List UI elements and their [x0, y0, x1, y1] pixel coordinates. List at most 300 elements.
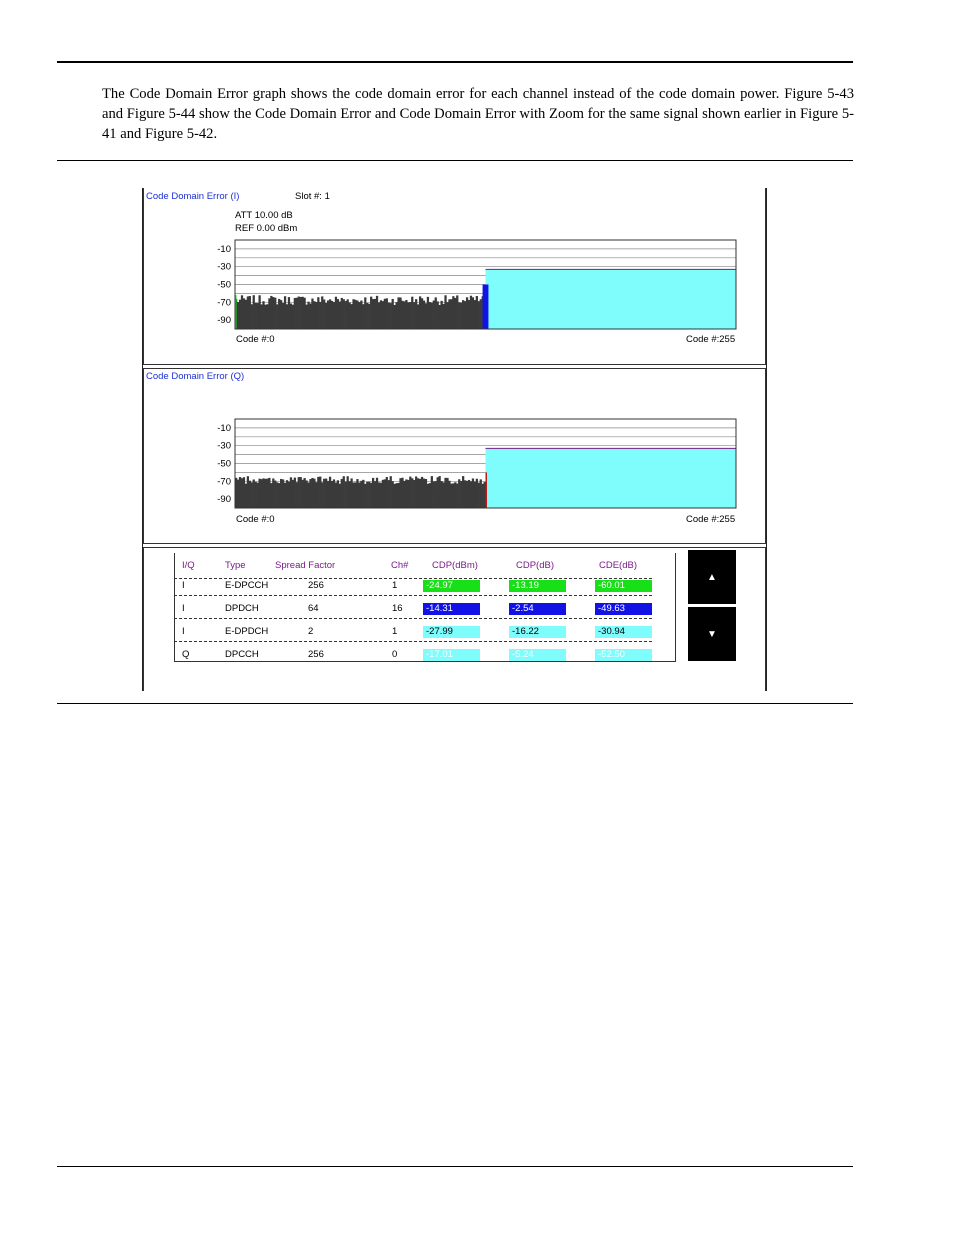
code-bar: [362, 304, 364, 329]
code-bar: [331, 301, 333, 329]
code-bar: [460, 303, 462, 329]
code-end-label-i: Code #:255: [686, 334, 736, 345]
y-tick-label: -30: [217, 440, 231, 452]
cell-iq: I: [182, 603, 185, 614]
y-tick-label: -30: [217, 261, 231, 273]
code-bar: [278, 299, 280, 329]
col-header-cde-db: CDE(dB): [599, 560, 638, 571]
code-bar: [237, 302, 239, 329]
code-bar: [433, 482, 435, 508]
cell-cde-db: -49.63: [595, 603, 652, 615]
code-bar: [401, 301, 403, 329]
figure-bottom-rule: [57, 703, 853, 704]
code-bar: [421, 477, 423, 508]
code-bar: [286, 480, 288, 508]
code-bar: [468, 480, 470, 508]
code-bar: [329, 477, 331, 508]
code-bar: [243, 477, 245, 508]
code-bar: [382, 480, 384, 508]
cell-type: DPDCH: [225, 603, 259, 614]
code-bar: [394, 484, 396, 508]
code-bar: [349, 303, 351, 329]
cell-spread-factor: 256: [308, 580, 324, 591]
code-bar: [433, 301, 435, 329]
code-bar: [358, 483, 360, 508]
cell-cde-db: -30.94: [595, 626, 652, 638]
y-tick-label: -50: [217, 458, 231, 470]
code-bar: [452, 296, 454, 329]
code-bar: [429, 483, 431, 508]
code-bar: [309, 303, 311, 329]
code-bar: [386, 298, 388, 329]
code-bar: [444, 478, 446, 508]
code-bar: [350, 304, 352, 329]
code-bar: [407, 480, 409, 508]
y-tick-label: -70: [217, 476, 231, 488]
code-bar: [262, 478, 264, 508]
code-bar: [368, 304, 370, 329]
col-header-cdp-db: CDP(dB): [516, 560, 555, 571]
code-bar: [409, 302, 411, 329]
code-bar: [362, 480, 364, 508]
code-bar: [448, 299, 450, 329]
code-bar: [374, 299, 376, 329]
code-bar: [476, 296, 478, 329]
scroll-down-button[interactable]: [688, 607, 736, 661]
code-bar: [311, 299, 313, 329]
cell-iq: I: [182, 580, 185, 591]
code-bar: [284, 296, 286, 329]
code-bar: [298, 477, 300, 508]
code-bar: [392, 299, 394, 329]
code-bar: [364, 297, 366, 329]
code-bar: [466, 481, 468, 508]
cell-cdp-dbm: -17.01: [423, 649, 480, 661]
code-bar: [444, 295, 446, 329]
code-bar: [458, 479, 460, 508]
code-bar: [429, 302, 431, 329]
code-bar: [352, 483, 354, 508]
code-bar: [452, 483, 454, 508]
code-bar: [286, 304, 288, 329]
code-bar: [311, 478, 313, 508]
code-bar: [354, 300, 356, 329]
code-bar: [288, 297, 290, 329]
cell-cde-db: -52.50: [595, 649, 652, 661]
code-bar: [437, 477, 439, 508]
code-bar: [454, 482, 456, 508]
code-bar: [319, 477, 321, 508]
cell-spread-factor: 256: [308, 649, 324, 660]
code-bar: [296, 482, 298, 508]
code-bar: [395, 483, 397, 508]
code-bar: [347, 299, 349, 329]
code-bar: [280, 300, 282, 329]
code-bar: [376, 478, 378, 508]
code-bar: [456, 295, 458, 329]
code-bar: [380, 483, 382, 508]
code-bar: [249, 481, 251, 508]
code-bar: [296, 298, 298, 329]
code-bar: [272, 297, 274, 329]
code-bar: [411, 297, 413, 329]
code-bar: [456, 483, 458, 508]
code-bar: [288, 482, 290, 508]
code-start-label-q: Code #:0: [236, 514, 275, 525]
code-bar: [300, 477, 302, 508]
code-bar: [325, 303, 327, 329]
panel-q-title: Code Domain Error (Q): [146, 371, 245, 382]
code-bar: [292, 305, 294, 329]
code-bar: [292, 480, 294, 508]
code-bar: [245, 300, 247, 329]
cell-type: DPCCH: [225, 649, 259, 660]
code-bar: [394, 305, 396, 329]
code-bar: [470, 482, 472, 508]
code-bar: [272, 478, 274, 508]
code-bar: [439, 476, 441, 508]
code-bar: [397, 297, 399, 329]
col-header-type: Type: [225, 560, 246, 571]
panel-i-title: Code Domain Error (I): [146, 191, 240, 202]
code-bar: [442, 304, 444, 329]
code-bar: [264, 479, 266, 508]
code-bar: [462, 476, 464, 508]
code-bar: [294, 478, 296, 508]
header-rule: [57, 61, 853, 63]
code-bar: [249, 296, 251, 329]
code-bar: [372, 478, 374, 508]
code-bar: [384, 479, 386, 508]
code-bar: [258, 295, 260, 329]
code-bar: [270, 296, 272, 329]
code-bar: [462, 300, 464, 329]
code-bar: [405, 300, 407, 329]
code-bar: [243, 298, 245, 329]
code-bar: [356, 301, 358, 329]
highlight-bar-blue: [483, 285, 489, 330]
code-bar: [266, 304, 268, 329]
code-bar: [390, 303, 392, 329]
col-header-channel: Ch#: [391, 560, 409, 571]
code-bar: [307, 482, 309, 508]
code-bar: [268, 478, 270, 508]
code-bar: [407, 302, 409, 329]
cell-iq: Q: [182, 649, 190, 660]
code-bar: [315, 482, 317, 508]
code-bar: [468, 300, 470, 329]
code-bar: [331, 481, 333, 508]
code-bar: [390, 476, 392, 508]
code-bar: [307, 302, 309, 329]
code-bar: [298, 297, 300, 329]
code-bar: [302, 297, 304, 329]
code-bar: [282, 303, 284, 329]
code-bar: [472, 478, 474, 508]
col-header-cdp-dbm: CDP(dBm): [432, 560, 478, 571]
intro-paragraph: The Code Domain Error graph shows the code domain error for each channel instead of the code domain power. Figure 5-43 and Figure 5-44 show the Code Domain Error and Code Domain Error with Zoom for the same signal shown earlier in Figure 5-41 and Figure 5-42.: [102, 86, 854, 142]
code-bar: [415, 476, 417, 508]
code-bar: [478, 301, 480, 329]
code-bar: [450, 299, 452, 329]
code-bar: [464, 301, 466, 329]
code-bar: [437, 301, 439, 329]
code-bar: [341, 298, 343, 329]
code-bar: [472, 297, 474, 329]
code-bar: [440, 301, 442, 329]
panel-code-domain-error-q: [143, 368, 766, 544]
row-separator: [174, 641, 652, 642]
code-bar: [358, 302, 360, 329]
code-bar: [335, 297, 337, 329]
cell-spread-factor: 64: [308, 603, 319, 614]
code-bar: [378, 303, 380, 329]
code-bar: [343, 299, 345, 329]
code-bar: [333, 479, 335, 508]
cell-cdp-db: -13.19: [509, 580, 566, 592]
col-header-iq: I/Q: [182, 560, 195, 571]
code-bar: [319, 302, 321, 329]
code-bar: [368, 482, 370, 508]
code-bar: [245, 484, 247, 508]
code-bar: [435, 297, 437, 329]
code-bar: [454, 298, 456, 329]
attenuation-readout: ATT 10.00 dB: [235, 210, 293, 221]
cell-cdp-db: -5.24: [509, 649, 566, 661]
cell-spread-factor: 2: [308, 626, 314, 637]
code-bar: [282, 479, 284, 508]
code-bar: [442, 482, 444, 508]
cell-iq: I: [182, 626, 185, 637]
figure-top-rule: [57, 160, 853, 161]
code-bar-cyan-region: [486, 269, 737, 329]
code-bar: [257, 303, 259, 329]
code-bar: [425, 479, 427, 508]
code-bar: [474, 482, 476, 508]
code-bar: [313, 479, 315, 508]
code-bar: [366, 482, 368, 508]
code-bar: [484, 482, 486, 508]
code-bar: [427, 297, 429, 329]
code-bar: [284, 483, 286, 508]
scroll-up-button[interactable]: [688, 550, 736, 604]
code-bar: [382, 301, 384, 329]
code-bar: [321, 482, 323, 508]
code-bar: [409, 477, 411, 508]
y-tick-label: -90: [217, 315, 231, 327]
code-bar: [274, 298, 276, 329]
y-tick-label: -50: [217, 279, 231, 291]
code-bar: [478, 483, 480, 508]
code-bar: [431, 476, 433, 508]
code-bar: [372, 299, 374, 329]
code-bar: [378, 482, 380, 508]
code-bar: [370, 483, 372, 508]
code-bar: [239, 300, 241, 329]
code-bar: [384, 299, 386, 329]
code-bar: [237, 480, 239, 508]
code-bar: [327, 481, 329, 508]
y-tick-label: -90: [217, 494, 231, 506]
cell-cdp-dbm: -24.97: [423, 580, 480, 592]
cell-type: E-DPDCH: [225, 626, 269, 637]
code-bar: [439, 305, 441, 329]
code-bar: [345, 482, 347, 508]
code-bar: [476, 479, 478, 508]
y-tick-label: -70: [217, 297, 231, 309]
code-bar: [339, 302, 341, 329]
code-bar: [440, 481, 442, 508]
code-bar: [446, 478, 448, 508]
row-separator: [174, 618, 652, 619]
code-bar: [268, 298, 270, 329]
code-bar: [260, 479, 262, 508]
highlight-bar-red: [486, 472, 488, 508]
code-bar: [411, 478, 413, 508]
code-bar: [392, 481, 394, 508]
cell-channel: 1: [392, 580, 398, 591]
code-bar: [255, 303, 257, 329]
code-bar: [364, 484, 366, 508]
code-bar: [354, 482, 356, 508]
code-bar: [294, 298, 296, 329]
code-bar: [339, 484, 341, 508]
code-bar: [480, 299, 482, 329]
cell-channel: 16: [392, 603, 403, 614]
code-bar: [264, 305, 266, 329]
cell-cdp-db: -2.54: [509, 603, 566, 615]
code-bar: [251, 482, 253, 508]
code-bar: [466, 297, 468, 329]
slot-number: Slot #: 1: [295, 191, 330, 202]
code-bar: [360, 481, 362, 508]
code-bar: [474, 300, 476, 329]
code-bar: [345, 301, 347, 329]
code-bar: [388, 303, 390, 329]
code-bar: [397, 483, 399, 508]
code-bar: [329, 299, 331, 329]
footer-rule: [57, 1166, 853, 1167]
code-bar: [386, 477, 388, 508]
code-bar: [303, 478, 305, 508]
code-bar: [313, 301, 315, 329]
code-bar: [317, 477, 319, 508]
code-bar: [356, 479, 358, 508]
code-bar: [460, 481, 462, 508]
code-bar: [266, 479, 268, 508]
code-bar: [425, 303, 427, 329]
code-bar: [325, 479, 327, 508]
code-bar: [255, 482, 257, 508]
code-bar: [431, 303, 433, 329]
code-bar: [260, 304, 262, 329]
code-bar: [419, 296, 421, 329]
code-bar: [309, 479, 311, 508]
code-bar: [335, 483, 337, 508]
code-bar: [290, 477, 292, 508]
code-bar-cyan-region: [486, 448, 737, 508]
code-bar: [305, 480, 307, 508]
cell-channel: 0: [392, 649, 398, 660]
code-bar: [399, 478, 401, 508]
row-separator: [174, 595, 652, 596]
code-bar: [270, 483, 272, 508]
code-bar: [403, 481, 405, 508]
cell-channel: 1: [392, 626, 398, 637]
code-end-label-q: Code #:255: [686, 514, 736, 525]
code-bar: [350, 478, 352, 508]
code-start-label-i: Code #:0: [236, 334, 275, 345]
code-bar: [403, 301, 405, 329]
code-bar: [276, 304, 278, 329]
code-bar: [290, 304, 292, 329]
panel-code-domain-error-i: [143, 188, 766, 365]
code-bar: [448, 481, 450, 508]
code-bar: [413, 480, 415, 508]
code-bar: [258, 479, 260, 508]
code-bar: [300, 297, 302, 329]
cell-cdp-dbm: -14.31: [423, 603, 480, 615]
code-bar: [370, 297, 372, 329]
cell-cdp-db: -16.22: [509, 626, 566, 638]
code-bar: [247, 296, 249, 329]
code-bar: [347, 476, 349, 508]
code-bar: [480, 479, 482, 508]
code-bar: [352, 299, 354, 329]
code-bar: [388, 480, 390, 508]
code-bar: [343, 476, 345, 508]
row-separator: [174, 578, 652, 579]
code-bar: [333, 302, 335, 329]
code-bar: [399, 297, 401, 329]
code-bar: [337, 299, 339, 329]
code-bar: [323, 300, 325, 329]
code-bar: [302, 480, 304, 508]
code-bar: [405, 479, 407, 508]
y-tick-label: -10: [217, 422, 231, 434]
code-bar: [253, 479, 255, 508]
code-bar: [415, 299, 417, 329]
cell-cdp-dbm: -27.99: [423, 626, 480, 638]
code-bar: [421, 298, 423, 329]
code-bar: [470, 296, 472, 329]
reference-level-readout: REF 0.00 dBm: [235, 223, 298, 234]
code-bar: [464, 480, 466, 508]
code-bar: [423, 479, 425, 508]
code-bar: [450, 484, 452, 508]
channel-table-panel: [143, 547, 766, 691]
cell-type: E-DPCCH: [225, 580, 269, 591]
code-bar: [251, 304, 253, 329]
code-bar: [374, 481, 376, 508]
code-bar: [458, 302, 460, 329]
arrow-up-icon: ▲: [707, 571, 717, 583]
code-bar: [253, 295, 255, 329]
code-bar: [257, 483, 259, 508]
code-bar: [341, 479, 343, 508]
code-bar: [327, 300, 329, 329]
code-bar: [303, 298, 305, 329]
code-bar: [380, 300, 382, 329]
code-bar: [315, 302, 317, 329]
code-bar: [446, 302, 448, 329]
code-bar: [482, 484, 484, 508]
code-bar: [417, 304, 419, 329]
cell-cde-db: -60.01: [595, 580, 652, 592]
code-bar: [427, 484, 429, 508]
figure-right-edge: [766, 188, 767, 691]
code-bar: [317, 297, 319, 329]
